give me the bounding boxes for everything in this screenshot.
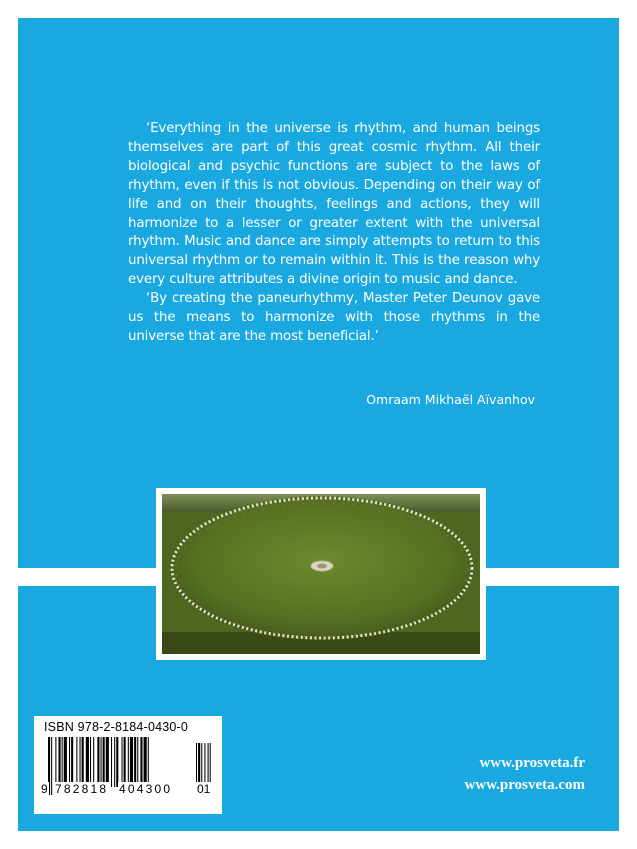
barcode-bar xyxy=(71,737,73,787)
barcode-bar xyxy=(76,737,77,787)
barcode-bar xyxy=(69,737,70,787)
barcode-bar xyxy=(62,737,63,787)
barcode-digits-left: 782818 xyxy=(55,782,109,796)
barcode-bar xyxy=(124,737,126,787)
barcode-bar xyxy=(137,737,138,787)
barcode-digit-first: 9 xyxy=(41,782,48,796)
barcode-bar xyxy=(140,737,142,787)
quote-paragraph-1: ‘Everything in the universe is rhythm, and human beings themselves are part of this great cosmic rhythm. All their biological and psychic functions are subject to the laws of rhythm, even if this is not obvious. Depending on their way of life and on their thoughts, feelings and actions, they will harmonize to a lesser or greater extent with the universal rhythm. Music and dance are simply attempts to return to this universal rhythm or to remain within it. This is the reason why every culture attributes a divine origin to music and dance. xyxy=(128,121,540,288)
website-links xyxy=(464,752,585,796)
barcode-bar xyxy=(134,737,136,787)
barcode-bar xyxy=(64,737,67,787)
barcode-bar xyxy=(106,737,109,787)
barcode-bar xyxy=(93,737,94,787)
url-prosveta-fr[interactable]: www.prosveta.fr xyxy=(479,755,585,771)
barcode-bar xyxy=(80,737,81,787)
barcode-digits-right: 404300 xyxy=(119,782,173,796)
barcode-bar xyxy=(51,737,52,795)
barcode-bar xyxy=(82,737,84,787)
quote-paragraph-2: ‘By creating the paneurhythmy, Master Peter Deunov gave us the means to harmonize with those rhythms in the universe that are the most beneficial.’ xyxy=(128,291,540,344)
barcode-digits xyxy=(40,782,216,809)
barcode-bar xyxy=(90,737,91,787)
quote-text xyxy=(128,120,540,347)
barcode-bar xyxy=(111,737,112,787)
barcode-bar xyxy=(148,737,149,787)
isbn-label: ISBN 978-2-8184-0430-0 xyxy=(44,720,189,734)
barcode-bar xyxy=(144,737,147,787)
circle-dance-photo xyxy=(156,488,486,660)
barcode-addon-digits: 01 xyxy=(197,782,211,796)
barcode-bar xyxy=(114,737,115,787)
quote-author: Omraam Mikhaël Aïvanhov xyxy=(366,392,535,407)
barcode-bar xyxy=(116,737,118,787)
barcode-bar xyxy=(86,737,89,787)
barcode-bar xyxy=(103,737,105,787)
barcode-bar xyxy=(59,737,61,787)
barcode xyxy=(34,716,222,814)
url-prosveta-com[interactable]: www.prosveta.com xyxy=(464,777,585,793)
barcode-bar xyxy=(122,737,123,787)
barcode-bar xyxy=(130,737,133,787)
barcode-bar xyxy=(128,737,129,787)
barcode-bar xyxy=(55,737,56,787)
photo-image xyxy=(162,494,480,654)
